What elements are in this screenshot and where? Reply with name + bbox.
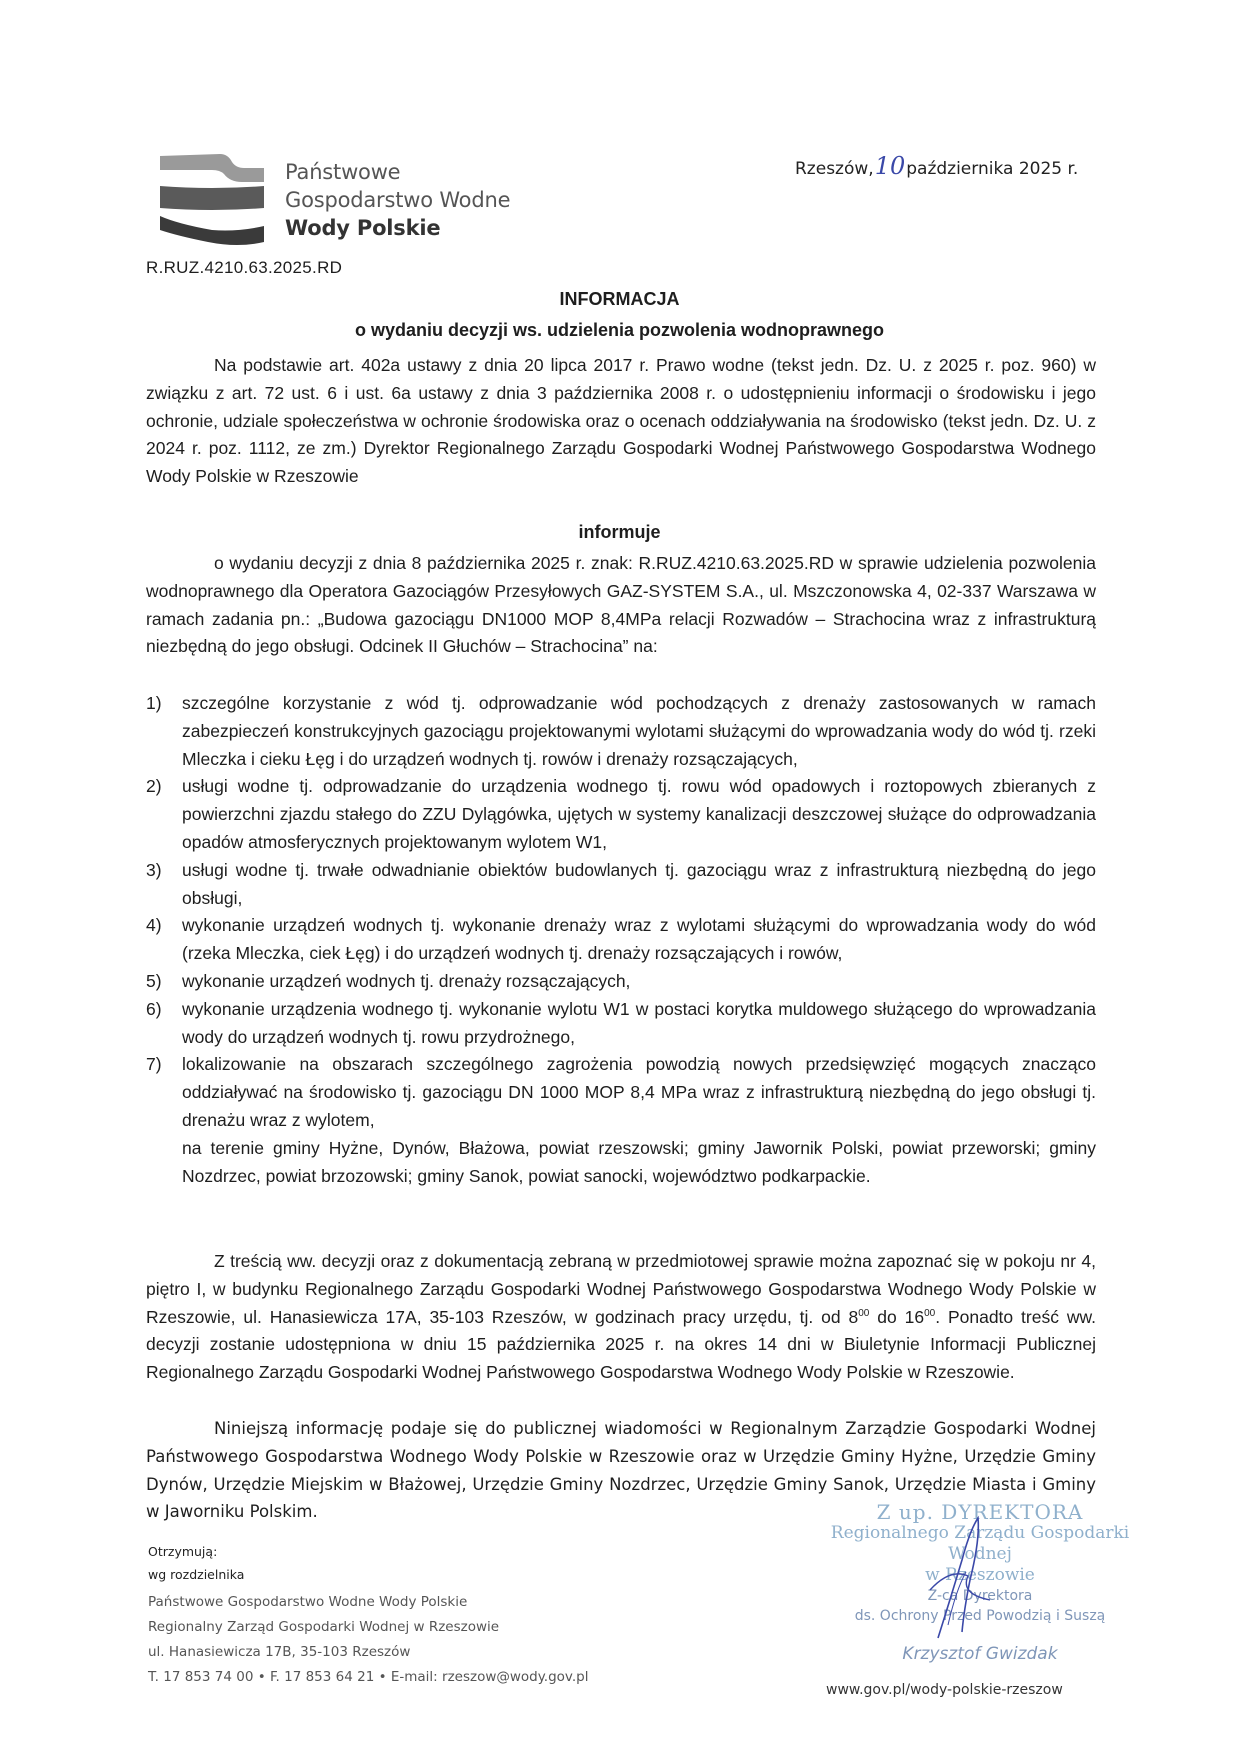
list-item <box>146 690 1096 773</box>
wody-polskie-logo-icon <box>158 150 266 246</box>
list-item <box>146 912 1096 968</box>
list-item-text: lokalizowanie na obszarach szczególnego zagrożenia powodzią nowych przedsięwzięć mogących znacząco oddziaływać na środowisko tj. gazociągu DN 1000 MOP 8,4 MPa wraz z infrastrukturą niezbędną do jego obsługi tj. drenażu wraz z wylotem, <box>182 1054 1096 1130</box>
recipients-block <box>148 1540 244 1586</box>
address-line-1: Państwowe Gospodarstwo Wodne Wody Polskie <box>148 1594 468 1610</box>
list-item-number: 1) <box>146 693 162 713</box>
address-line-3: ul. Hanasiewicza 17B, 35-103 Rzeszów <box>148 1644 411 1660</box>
stamp-line-2: Regionalnego Zarządu Gospodarki Wodnej <box>830 1523 1130 1564</box>
stamp-line-4: Z-ca Dyrektora <box>927 1588 1033 1604</box>
brand-line-1: Państwowe <box>285 160 401 184</box>
access-text-a: Z treścią ww. decyzji oraz z dokumentacją zebraną w przedmiotowej sprawie można zapoznać się w pokoju nr 4, piętro I, w budynku Regionalnego Zarządu Gospodarki Wodnej Państwowego Gospodarstwa Wodnego Wody Polskie w Rzeszowie, ul. Hanasiewicza 17A, 35-103 Rzeszów, w godzinach pracy urzędu, tj. od 8 <box>146 1251 1096 1327</box>
date-handwritten-day: 10 <box>874 152 906 180</box>
list-item-text: wykonanie urządzenia wodnego tj. wykonanie wylotu W1 w postaci korytka muldowego służącego do wprowadzania wody do urządzeń wodnych tj. rowu przydrożnego, <box>182 998 1096 1047</box>
list-item-text: usługi wodne tj. trwałe odwadnianie obiektów budowlanych tj. gazociągu wraz z infrastrukturą niezbędną do jego obsługi, <box>182 859 1096 908</box>
address-line-2: Regionalny Zarząd Gospodarki Wodnej w Rzeszowie <box>148 1619 500 1635</box>
recipients-label: Otrzymują: <box>148 1544 218 1559</box>
brand-name <box>285 158 510 242</box>
recipients-value: wg rozdzielnika <box>148 1567 245 1582</box>
stamp-line-1: Z up. DYREKTORA <box>876 1500 1084 1524</box>
access-text-b: do 16 <box>869 1306 925 1327</box>
date-month-year: października 2025 r. <box>906 159 1079 179</box>
permit-scope-list <box>146 690 1096 1190</box>
list-item <box>146 996 1096 1052</box>
reference-number: R.RUZ.4210.63.2025.RD <box>146 258 343 277</box>
list-item-text: szczególne korzystanie z wód tj. odprowadzanie wód pochodzących z drenaży zastosowanych w ramach zabezpieczeń konstrukcyjnych gazociągu projektowanymi wylotami służącymi do wprowadzania wody do wód tj. rzeki Mleczka i cieku Łęg i do urządzeń wodnych tj. rowów i drenaży rozsączających, <box>182 693 1096 769</box>
list-item <box>146 773 1096 856</box>
document-title: INFORMACJA <box>559 289 680 309</box>
date-place: Rzeszów, <box>795 159 874 179</box>
list-item <box>146 968 1096 996</box>
legal-basis-paragraph: Na podstawie art. 402a ustawy z dnia 20 lipca 2017 r. Prawo wodne (tekst jedn. Dz. U. z 2025 r. poz. 960) w związku z art. 72 ust. 6 i ust. 6a ustawy z dnia 3 października 2008 r. o udostępnieniu informacji o środowisku i jego ochronie, udziale społeczeństwa w ochronie środowiska oraz o ocenach oddziaływania na środowisko (tekst jedn. Dz. U. z 2024 r. poz. 1112, ze zm.) Dyrektor Regionalnego Zarządu Gospodarki Wodnej Państwowego Gospodarstwa Wodnego Wody Polskie w Rzeszowie <box>146 355 1096 487</box>
access-text-c: . Ponadto treść ww. decyzji zostanie udostępniona w dniu 15 października 2025 r. na okres 14 dni w Biuletynie Informacji Publicznej Regionalnego Zarządu Gospodarki Wodnej Państwowego Gospodarstwa Wodnego Wody Polskie w Rzeszowie. <box>146 1306 1096 1383</box>
list-item-text: wykonanie urządzeń wodnych tj. drenaży rozsączających, <box>182 970 631 991</box>
access-paragraph <box>146 1248 1096 1387</box>
decision-paragraph: o wydaniu decyzji z dnia 8 października 2025 r. znak: R.RUZ.4210.63.2025.RD w sprawie udzielenia pozwolenia wodnoprawnego dla Operatora Gazociągów Przesyłowych GAZ-SYSTEM S.A., ul. Mszczonowska 4, 02-337 Warszawa w ramach zadania pn.: „Budowa gazociągu DN1000 MOP 8,4MPa relacji Rozwadów – Strachocina wraz z infrastrukturą niezbędną do jego obsługi. Odcinek II Głuchów – Strachocina” na: <box>146 553 1096 657</box>
list-item-number: 4) <box>146 915 162 936</box>
stamp-line-3: w Rzeszowie <box>925 1565 1035 1585</box>
list-item-number: 7) <box>146 1054 162 1075</box>
list-item <box>146 857 1096 913</box>
location-text: na terenie gminy Hyżne, Dynów, Błażowa, powiat rzeszowski; gminy Jawornik Polski, powiat przeworski; gminy Nozdrzec, powiat brzozowski; gminy Sanok, powiat sanocki, województwo podkarpackie. <box>182 1137 1096 1186</box>
handwritten-signature-icon <box>920 1510 1000 1640</box>
contact-line: T. 17 853 74 00 • F. 17 853 64 21 • E-mail: rzeszow@wody.gov.pl <box>148 1669 589 1685</box>
list-item-number: 2) <box>146 776 162 797</box>
informuje-heading: informuje <box>578 522 661 542</box>
document-date <box>795 152 1078 180</box>
website-link[interactable]: www.gov.pl/wody-polskie-rzeszow <box>826 1682 1063 1698</box>
stamp-line-5: ds. Ochrony Przed Powodzią i Suszą <box>854 1608 1106 1624</box>
hour-from-superscript: 00 <box>858 1307 870 1319</box>
brand-line-3: Wody Polskie <box>285 216 441 240</box>
list-item-number: 3) <box>146 859 162 880</box>
list-item <box>146 1051 1096 1134</box>
list-item-text: wykonanie urządzeń wodnych tj. wykonanie drenaży wraz z wylotami służącymi do wprowadzania wody do wód (rzeka Mleczka, ciek Łęg) i do urządzeń wodnych tj. drenaży rozsączających i rowów, <box>182 915 1096 964</box>
brand-line-2: Gospodarstwo Wodne <box>285 188 511 212</box>
signatory-name: Krzysztof Gwizdak <box>902 1644 1058 1664</box>
list-item-number: 6) <box>146 998 162 1019</box>
publication-paragraph: Niniejszą informację podaje się do publicznej wiadomości w Regionalnym Zarządzie Gospodarki Wodnej Państwowego Gospodarstwa Wodnego Wody Polskie w Rzeszowie oraz w Urzędzie Gminy Hyżne, Urzędzie Gminy Dynów, Urzędzie Miejskim w Błażowej, Urzędzie Gminy Nozdrzec, Urzędzie Gminy Sanok, Urzędzie Miasta i Gminy w Jaworniku Polskim. <box>146 1419 1096 1522</box>
list-item-text: usługi wodne tj. odprowadzanie do urządzenia wodnego tj. rowu wód opadowych i roztopowych zbieranych z powierzchni zjazdu stałego do ZZU Dylągówka, ujętych w systemy kanalizacji deszczowej służące do odprowadzania opadów atmosferycznych projektowanym wylotem W1, <box>182 776 1096 852</box>
hour-to-superscript: 00 <box>924 1307 936 1319</box>
list-item-number: 5) <box>146 970 162 991</box>
address-block <box>148 1590 588 1690</box>
document-subtitle: o wydaniu decyzji ws. udzielenia pozwolenia wodnoprawnego <box>354 320 885 340</box>
